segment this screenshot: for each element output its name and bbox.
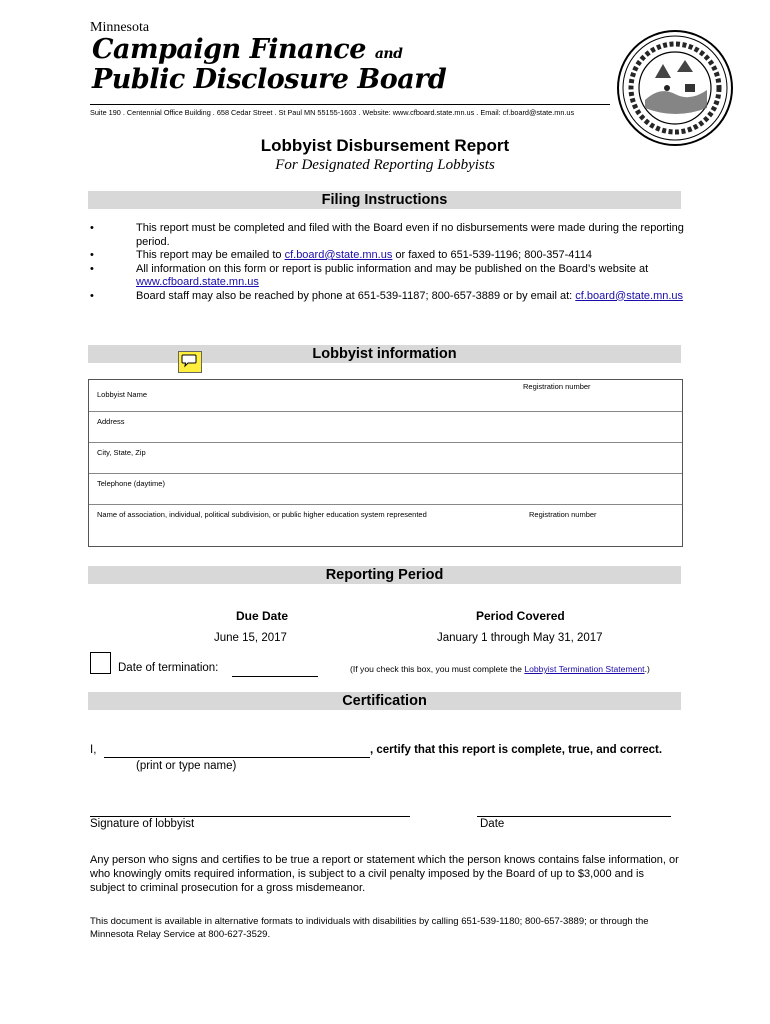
- association-registration-label: Registration number: [529, 510, 597, 519]
- print-name-label: (print or type name): [136, 760, 237, 772]
- state-name: Minnesota: [90, 20, 150, 35]
- lobbyist-info-heading: Lobbyist information: [88, 345, 681, 363]
- due-date-value: June 15, 2017: [214, 632, 287, 644]
- instruction-text: or faxed to 651-539-1196; 800-357-4114: [392, 249, 592, 261]
- comment-note-icon[interactable]: [178, 351, 202, 373]
- certification-heading: Certification: [88, 692, 681, 710]
- bullet-icon: •: [90, 222, 94, 234]
- board-name-text: Campaign Finance: [92, 34, 366, 65]
- signature-field[interactable]: [90, 816, 410, 817]
- termination-date-label: Date of termination:: [118, 662, 219, 674]
- lobbyist-info-box: [88, 379, 683, 547]
- filing-instructions-heading: Filing Instructions: [88, 191, 681, 209]
- instruction-text: All information on this form or report is public information and may be published on the Board’s website at: [136, 262, 649, 275]
- list-item: [90, 263, 685, 290]
- termination-statement-link[interactable]: Lobbyist Termination Statement: [524, 664, 645, 674]
- instruction-text: This report may be emailed to: [136, 249, 285, 261]
- telephone-label: Telephone (daytime): [97, 479, 165, 488]
- board-name-and: and: [374, 46, 403, 62]
- website-link[interactable]: www.cfboard.state.mn.us: [136, 276, 259, 288]
- period-covered-value: January 1 through May 31, 2017: [437, 632, 603, 644]
- print-name-field[interactable]: [104, 757, 370, 758]
- date-field[interactable]: [477, 816, 671, 817]
- instruction-text: Board staff may also be reached by phone at 651-539-1187; 800-657-3889 or by email at:: [136, 289, 576, 302]
- field-divider: [89, 442, 682, 443]
- field-divider: [89, 411, 682, 412]
- list-item: [90, 249, 685, 263]
- filing-instructions-list: [90, 222, 685, 303]
- list-item: [90, 222, 685, 249]
- board-name-line2: Public Disclosure Board: [92, 64, 447, 95]
- state-seal-icon: [615, 28, 735, 148]
- lobbyist-name-label: Lobbyist Name: [97, 390, 148, 399]
- email-link[interactable]: cf.board@state.mn.us: [575, 289, 684, 302]
- certify-statement: , certify that this report is complete, true, and correct.: [370, 744, 663, 756]
- field-divider: [89, 504, 682, 505]
- certify-i-label: I,: [90, 744, 97, 756]
- termination-date-field[interactable]: [232, 676, 318, 677]
- termination-checkbox[interactable]: [90, 652, 111, 674]
- accessibility-notice: This document is available in alternative formats to individuals with disabilities by calling 651-539-1180; 800-657-3889; or through the Minnesota Relay Service at 800-627-3529.: [90, 916, 649, 940]
- termination-note-text: (If you check this box, you must complete the: [350, 664, 525, 674]
- registration-number-label: Registration number: [523, 382, 591, 391]
- instruction-text: This report must be completed and filed with the Board even if no disbursements were made during the reporting period.: [136, 222, 684, 248]
- header-divider: [90, 104, 610, 105]
- city-state-zip-label: City, State, Zip: [97, 448, 146, 457]
- address-label: Address: [97, 417, 125, 426]
- report-subtitle: For Designated Reporting Lobbyists: [275, 157, 495, 173]
- signature-label: Signature of lobbyist: [90, 818, 195, 830]
- penalty-notice: Any person who signs and certifies to be true a report or statement which the person knows contains false information, or who knowingly omits required information, is subject to a civil penalty imposed by the Board of up to $3,000 and is subject to criminal prosecution for a gross misdemeanor.: [90, 854, 679, 894]
- association-label: Name of association, individual, political subdivision, or public higher education system represented: [97, 510, 427, 519]
- list-item: [90, 290, 685, 304]
- due-date-label: Due Date: [236, 609, 289, 623]
- report-title: Lobbyist Disbursement Report: [260, 136, 510, 155]
- termination-note-text: .): [644, 664, 650, 674]
- field-divider: [89, 473, 682, 474]
- email-link[interactable]: cf.board@state.mn.us: [284, 249, 393, 261]
- board-name-line1: [92, 34, 402, 65]
- bullet-icon: •: [90, 289, 94, 302]
- contact-line: Suite 190 . Centennial Office Building . 658 Cedar Street . St Paul MN 55155-1603 . Website: www.cfboard.state.mn.us . Email: cf.board@state.mn.us: [90, 108, 575, 117]
- bullet-icon: •: [90, 262, 94, 275]
- reporting-period-heading: Reporting Period: [88, 566, 681, 584]
- termination-note: [350, 664, 650, 674]
- date-label: Date: [480, 818, 505, 830]
- bullet-icon: •: [90, 249, 94, 261]
- period-covered-label: Period Covered: [476, 609, 565, 623]
